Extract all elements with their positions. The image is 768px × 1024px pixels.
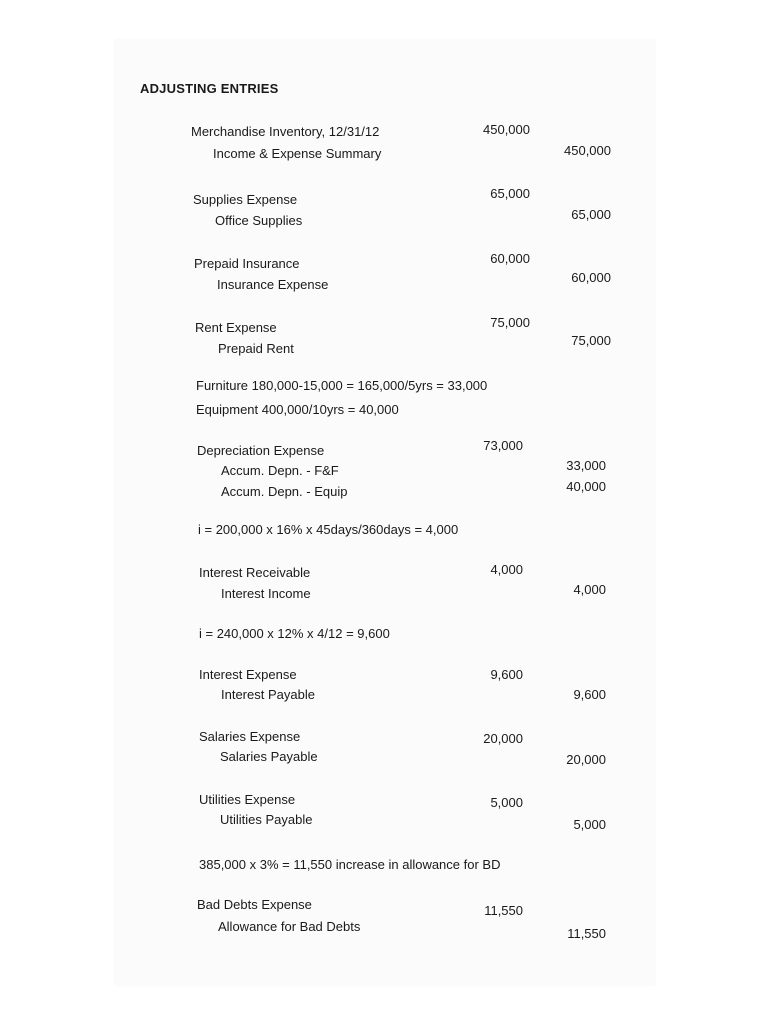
interest-note-payable: i = 240,000 x 12% x 4/12 = 9,600: [199, 626, 390, 641]
debit-account: Interest Expense: [199, 667, 297, 682]
debit-account: Depreciation Expense: [197, 443, 325, 458]
debit-amount: 73,000: [483, 438, 523, 453]
debit-amount: 4,000: [490, 562, 523, 577]
debit-amount: 65,000: [490, 186, 530, 201]
debit-account: Prepaid Insurance: [194, 256, 300, 271]
depreciation-note-furniture: Furniture 180,000-15,000 = 165,000/5yrs = 33,000: [196, 378, 488, 393]
credit-amount: 11,550: [567, 926, 606, 941]
debit-account: Interest Receivable: [199, 565, 311, 580]
debit-account: Utilities Expense: [199, 792, 296, 807]
credit-account: Office Supplies: [215, 213, 303, 228]
credit-amount: 75,000: [571, 333, 611, 348]
debit-amount: 11,550: [484, 903, 523, 918]
debit-account: Supplies Expense: [193, 192, 298, 207]
interest-note-receivable: i = 200,000 x 16% x 45days/360days = 4,000: [198, 522, 459, 537]
credit-account: Insurance Expense: [217, 277, 329, 292]
depreciation-note-equipment: Equipment 400,000/10yrs = 40,000: [196, 402, 399, 417]
credit-amount: 40,000: [566, 479, 606, 494]
debit-amount: 20,000: [483, 731, 523, 746]
debit-amount: 60,000: [490, 251, 530, 266]
page-title: ADJUSTING ENTRIES: [140, 81, 279, 96]
debit-account: Salaries Expense: [199, 729, 301, 744]
credit-account: Accum. Depn. - F&F: [221, 463, 339, 478]
debit-account: Bad Debts Expense: [197, 897, 312, 912]
credit-amount: 33,000: [566, 458, 606, 473]
credit-account: Income & Expense Summary: [213, 146, 382, 161]
credit-account: Interest Payable: [221, 687, 315, 702]
credit-amount: 9,600: [573, 687, 606, 702]
credit-account: Utilities Payable: [220, 812, 313, 827]
credit-amount: 65,000: [571, 207, 611, 222]
credit-amount: 60,000: [571, 270, 611, 285]
debit-amount: 75,000: [490, 315, 530, 330]
credit-account: Accum. Depn. - Equip: [221, 484, 348, 499]
bad-debts-note: 385,000 x 3% = 11,550 increase in allowance for BD: [199, 857, 501, 872]
debit-amount: 9,600: [490, 667, 523, 682]
credit-amount: 4,000: [573, 582, 606, 597]
debit-amount: 5,000: [490, 795, 523, 810]
debit-account: Rent Expense: [195, 320, 277, 335]
paper-sheet: [115, 40, 655, 985]
credit-amount: 450,000: [564, 143, 611, 158]
credit-amount: 5,000: [573, 817, 606, 832]
credit-account: Interest Income: [221, 586, 311, 601]
debit-amount: 450,000: [483, 122, 530, 137]
credit-amount: 20,000: [566, 752, 606, 767]
debit-account: Merchandise Inventory, 12/31/12: [191, 124, 380, 139]
credit-account: Allowance for Bad Debts: [218, 919, 361, 934]
credit-account: Salaries Payable: [220, 749, 318, 764]
credit-account: Prepaid Rent: [218, 341, 294, 356]
